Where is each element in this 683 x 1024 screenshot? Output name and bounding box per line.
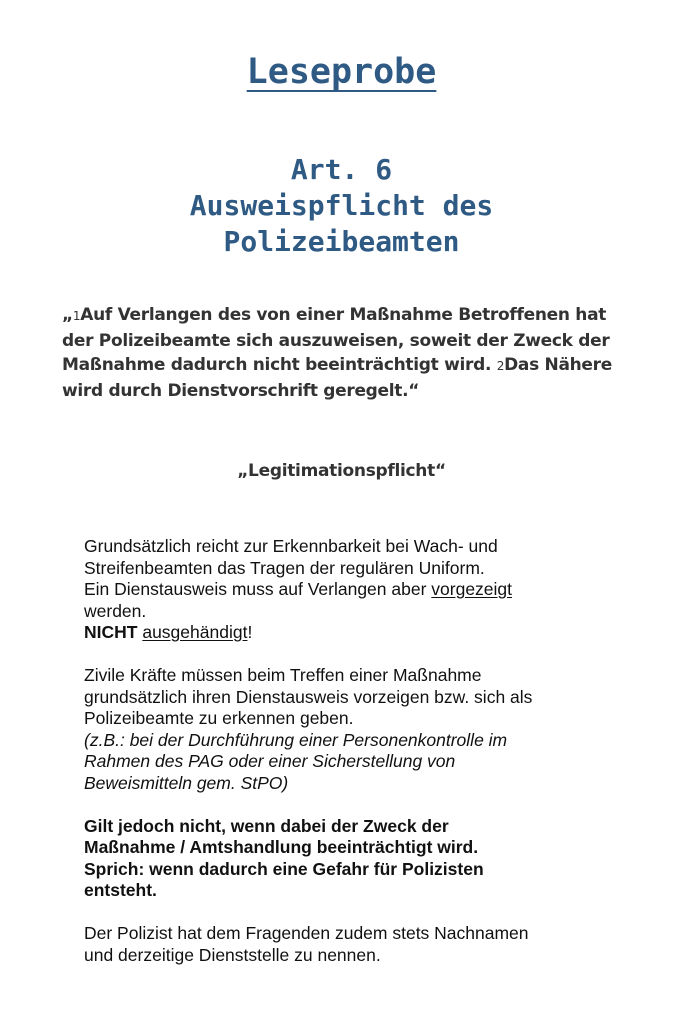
body-line: Der Polizist hat dem Fragenden zudem stets Nachnamen <box>84 923 529 943</box>
body-line-bold <box>84 880 644 902</box>
example-text: Rahmen des PAG oder einer Sicherstellung von <box>84 751 456 771</box>
underlined-term-ausgehaendigt: ausgehändigt <box>142 622 248 642</box>
quote-line-3-text: Maßnahme dadurch nicht beeinträchtigt wird. <box>62 355 497 375</box>
body-line: werden. <box>84 600 147 621</box>
quote-line-3-rest: Das Nähere <box>504 355 612 375</box>
example-text: Beweismitteln gem. StPO) <box>84 772 289 793</box>
body-line-italic <box>84 751 644 773</box>
page-title <box>0 50 683 94</box>
emphasis-nicht: NICHT <box>84 622 138 642</box>
body-line: und derzeitige Dienststelle zu nennen. <box>84 944 381 965</box>
body-line-bold <box>84 837 644 859</box>
page-title-text: Leseprobe <box>246 52 437 92</box>
body-line: Zivile Kräfte müssen beim Treffen einer Maßnahme <box>84 665 482 685</box>
exception-text: Gilt jedoch nicht, wenn dabei der Zweck der <box>84 815 449 836</box>
body-line: Grundsätzlich reicht zur Erkennbarkeit bei Wach- und <box>84 536 498 556</box>
exception-text: Sprich: wenn dadurch eine Gefahr für Polizisten <box>84 858 484 879</box>
example-text: (z.B.: bei der Durchführung einer Personenkontrolle im <box>84 729 508 750</box>
paragraph-gap <box>84 902 644 924</box>
body-line-italic <box>84 730 644 752</box>
exclamation: ! <box>247 622 253 642</box>
explanation-text <box>84 536 644 966</box>
body-line: Polizeibeamte zu erkennen geben. <box>84 708 354 728</box>
body-line-bold <box>84 859 644 881</box>
quote-line: wird durch Dienstvorschrift geregelt.“ <box>62 380 420 401</box>
quote-line <box>62 353 622 379</box>
article-title-line1: Ausweispflicht des <box>189 189 494 222</box>
body-line-text: Ein Dienstausweis muss auf Verlangen aber <box>84 579 432 599</box>
article-number: Art. 6 <box>290 153 393 186</box>
exception-text: Maßnahme / Amtshandlung beeinträchtigt wird. <box>84 837 479 857</box>
article-heading <box>0 152 683 260</box>
underlined-term-vorgezeigt: vorgezeigt <box>431 579 513 599</box>
body-line <box>84 622 644 644</box>
sentence-number-2: 2 <box>496 359 505 373</box>
sentence-number-1: 1 <box>72 309 81 323</box>
article-title-line2: Polizeibeamten <box>223 225 460 258</box>
body-line: Streifenbeamten das Tragen der regulären Uniform. <box>84 557 485 578</box>
body-line-italic <box>84 773 644 795</box>
quote-line: der Polizeibeamte sich auszuweisen, soweit der Zweck der <box>62 330 610 351</box>
body-line: grundsätzlich ihren Dienstausweis vorzeigen bzw. sich als <box>84 686 533 707</box>
law-quote <box>62 303 622 403</box>
exception-text: entsteht. <box>84 880 157 900</box>
quote-line-1-text: Auf Verlangen des von einer Maßnahme Betroffenen hat <box>80 305 607 325</box>
paragraph-gap <box>84 794 644 816</box>
body-line-bold <box>84 816 644 838</box>
quote-open-mark: „ <box>62 305 73 325</box>
body-line <box>84 579 644 601</box>
paragraph-gap <box>84 644 644 666</box>
quote-line <box>62 303 622 329</box>
section-subtitle: „Legitimationspflicht“ <box>237 461 446 481</box>
